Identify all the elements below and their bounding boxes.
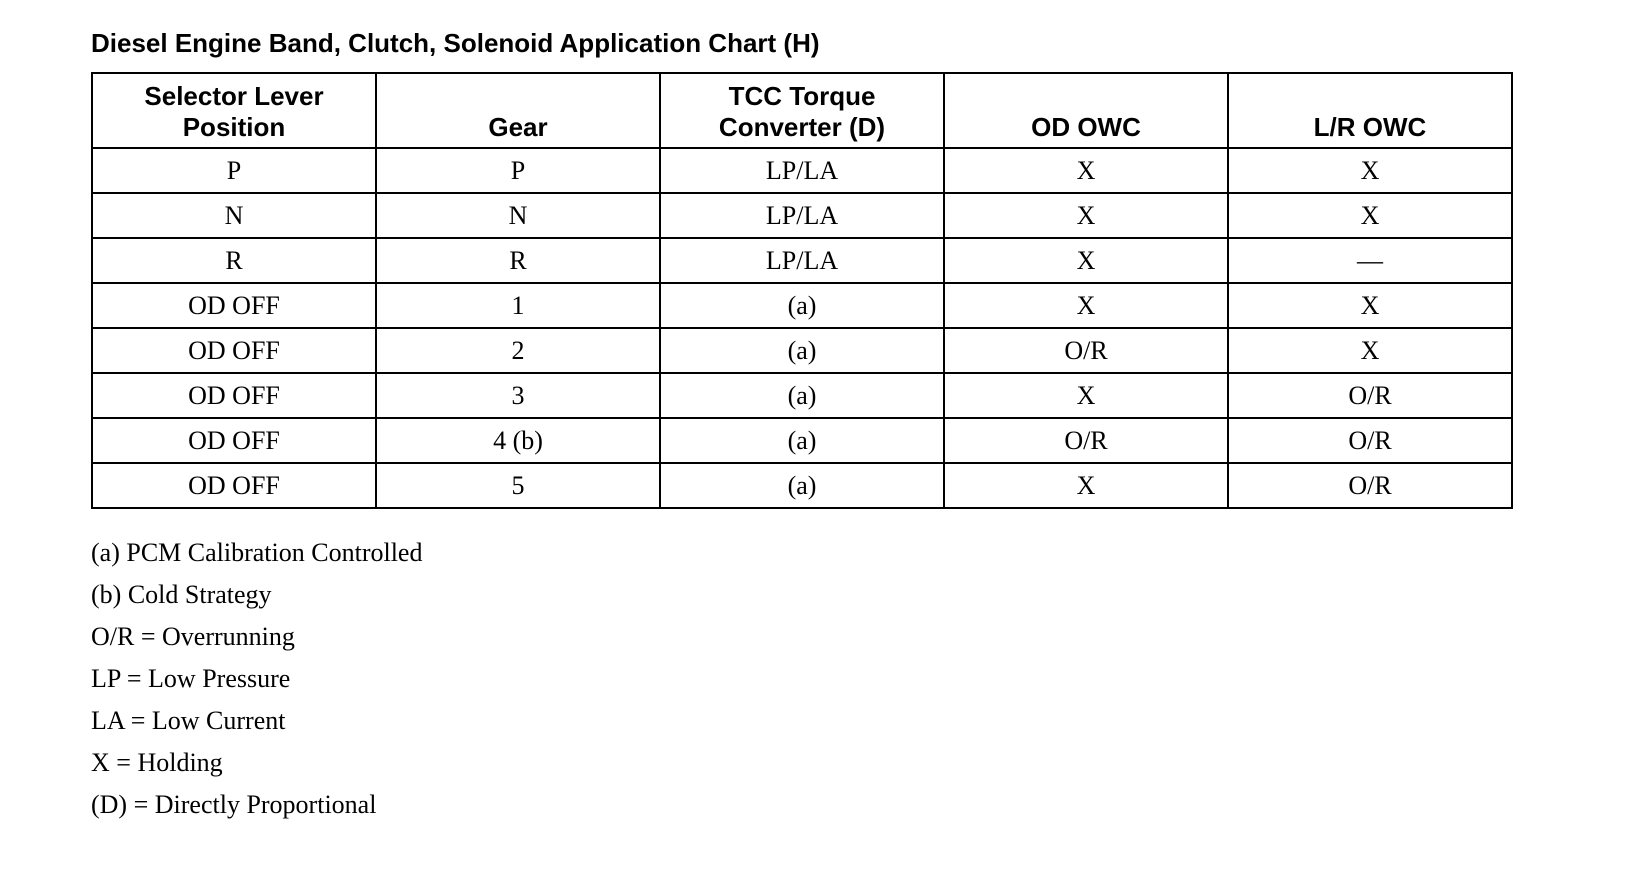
table-cell: O/R [944,328,1228,373]
header-line: Gear [488,112,548,142]
table-cell: 5 [376,463,660,508]
table-cell: X [1228,148,1512,193]
table-cell: X [944,238,1228,283]
table-cell: (a) [660,463,944,508]
table-cell: X [944,373,1228,418]
table-cell: OD OFF [92,328,376,373]
legend-item: O/R = Overrunning [91,622,295,651]
table-cell: LP/LA [660,193,944,238]
header-line: Selector Lever [144,81,324,111]
table-cell: O/R [1228,373,1512,418]
table-cell: P [92,148,376,193]
page-title: Diesel Engine Band, Clutch, Solenoid Application Chart (H) [91,28,820,58]
table-cell: O/R [1228,463,1512,508]
header-line: OD OWC [1031,112,1141,142]
table-cell: P [376,148,660,193]
table-cell: N [376,193,660,238]
table-cell: X [944,193,1228,238]
header-line: Converter (D) [718,112,886,142]
table-row [92,148,1512,193]
table-row [92,283,1512,328]
header-tcc-torque-converter [660,73,944,148]
application-chart-table [91,72,1513,509]
table-cell: (a) [660,328,944,373]
header-line: TCC Torque [728,81,876,111]
table-row [92,193,1512,238]
table-cell: R [92,238,376,283]
table-cell: X [944,463,1228,508]
table-cell: (a) [660,283,944,328]
header-line: L/R OWC [1313,112,1427,142]
table-cell: OD OFF [92,418,376,463]
table-cell: 4 (b) [376,418,660,463]
table-cell: X [1228,193,1512,238]
table-row [92,373,1512,418]
table-cell: X [1228,328,1512,373]
header-gear [376,73,660,148]
table-cell: X [944,283,1228,328]
legend-item: LA = Low Current [91,706,286,735]
table-cell: OD OFF [92,373,376,418]
header-row [92,73,1512,148]
legend-list [91,532,422,826]
table-cell: N [92,193,376,238]
table-cell: OD OFF [92,463,376,508]
header-line: Position [182,112,286,142]
table-cell: LP/LA [660,238,944,283]
table-cell: O/R [1228,418,1512,463]
table-cell: X [1228,283,1512,328]
legend-item: X = Holding [91,748,223,777]
table-cell: X [944,148,1228,193]
table-cell: (a) [660,418,944,463]
table-row [92,418,1512,463]
table-row [92,463,1512,508]
table-cell: 3 [376,373,660,418]
table-cell: R [376,238,660,283]
table-row [92,328,1512,373]
table-cell: 2 [376,328,660,373]
table-cell: 1 [376,283,660,328]
header-od-owc [944,73,1228,148]
legend-item: (a) PCM Calibration Controlled [91,538,423,567]
header-lr-owc [1228,73,1512,148]
table-cell: (a) [660,373,944,418]
table-cell: — [1228,238,1512,283]
table-cell: LP/LA [660,148,944,193]
legend-item: (b) Cold Strategy [91,580,272,609]
table-cell: OD OFF [92,283,376,328]
table-row [92,238,1512,283]
legend-item: LP = Low Pressure [91,664,291,693]
header-selector-lever-position [92,73,376,148]
legend-item: (D) = Directly Proportional [91,790,377,819]
table-cell: O/R [944,418,1228,463]
